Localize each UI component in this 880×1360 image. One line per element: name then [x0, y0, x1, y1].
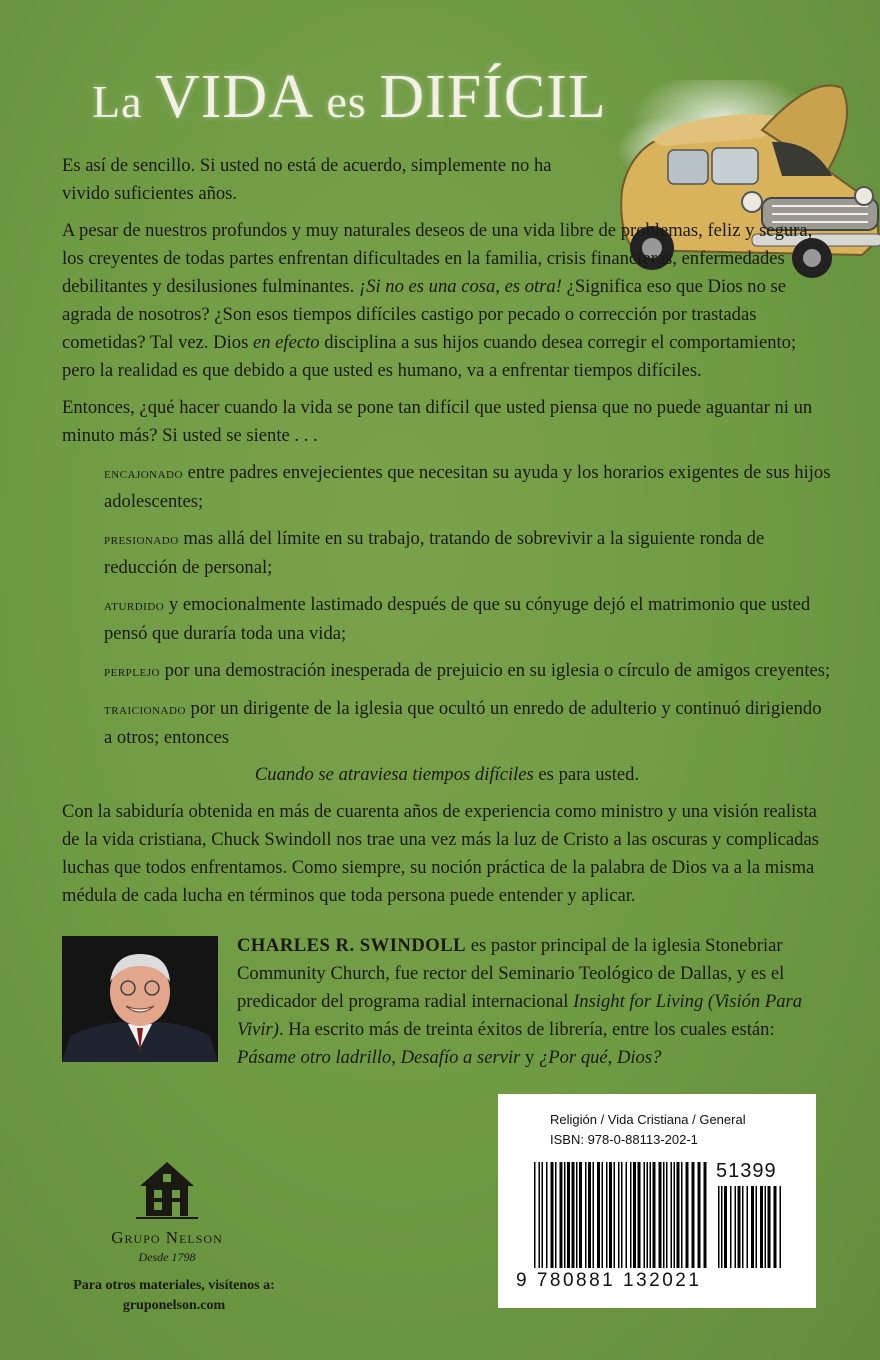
summary-paragraph: Con la sabiduría obtenida en más de cuarenta años de experiencia como ministro y una visión realista de la vida cristiana, Chuck Swindoll nos trae una vez más la luz de Cristo a las oscuras y complicadas luchas que todos enfrentamos. Como siempre, su noción práctica de la palabra de Dios va a la misma médula de cada lucha en términos que toda persona puede entender y aplicar. — [62, 801, 819, 906]
barcode-bar — [630, 1162, 632, 1268]
barcode-bar — [593, 1162, 595, 1268]
barcode-bar — [585, 1162, 587, 1268]
barcode-bar — [698, 1162, 701, 1268]
publisher-since: Desde 1798 — [138, 1250, 196, 1264]
barcode-bar — [633, 1162, 636, 1268]
price-code: 51399 — [716, 1160, 777, 1182]
barcode-bar — [621, 1162, 623, 1268]
barcode-bar — [609, 1162, 612, 1268]
problems-paragraph: A pesar de nuestros profundos y muy naturales deseos de una vida libre de problemas, feliz y segura, los creyentes de todas partes enfrentan dificultades en la familia, crisis financieras, enfermedades debilitantes y desilusiones fulminantes. ¡Si no es una cosa, es otra! ¿Significa eso que Dios no se agrada de nosotros? ¿Son esos tiempos difíciles castigo por pecado o corrección por trastadas cometidas? Tal vez. Dios en efecto disciplina a sus hijos cuando desea corregir el comportamiento; pero la realidad es que debido a que usted es humano, va a enfrentar tiempos difíciles. — [62, 220, 813, 381]
barcode-bar — [576, 1162, 578, 1268]
barcode-addon-bar — [742, 1186, 744, 1268]
barcode-bar — [663, 1162, 665, 1268]
barcode-bar — [671, 1162, 673, 1268]
barcode-addon-bar — [738, 1186, 741, 1268]
barcode-addon-bar — [718, 1186, 720, 1268]
barcode-bar — [606, 1162, 608, 1268]
barcode-bar — [560, 1162, 563, 1268]
barcode-bar — [653, 1162, 656, 1268]
closing-line: Cuando se atraviesa tiempos difíciles es para usted. — [254, 764, 640, 785]
barcode-addon-bar — [765, 1186, 767, 1268]
barcode-bar — [572, 1162, 575, 1268]
barcode-bar — [579, 1162, 582, 1268]
barcode-bar — [638, 1162, 641, 1268]
isbn-label: ISBN: 978-0-88113-202-1 — [550, 1132, 698, 1147]
barcode-bar — [539, 1162, 541, 1268]
barcode-bar — [546, 1162, 548, 1268]
back-cover-description — [62, 152, 832, 919]
barcode-bar — [567, 1162, 570, 1268]
barcode-bar — [555, 1162, 557, 1268]
barcode-addon-bar — [756, 1186, 758, 1268]
barcode-bar — [686, 1162, 689, 1268]
barcode-bar — [588, 1162, 591, 1268]
barcode-bar — [666, 1162, 668, 1268]
barcode-bar — [534, 1162, 536, 1268]
publisher-name: Grupo Nelson — [111, 1228, 223, 1247]
list-item: presionado mas allá del límite en su trabajo, tratando de sobrevivir a la siguiente ronda de reducción de personal; — [104, 528, 765, 578]
author-bio: CHARLES R. SWINDOLL es pastor principal de la iglesia Stonebriar Community Church, fue rector del Seminario Teológico de Dallas, y es el predicador del programa radial internacional Insight for Living (Visión Para Vivir). Ha escrito más de treinta éxitos de librería, entre los cuales están: Pásame otro ladrillo, Desafío a servir y ¿Por qué, Dios? — [237, 935, 803, 1068]
barcode-addon-bar — [724, 1186, 727, 1268]
barcode-addon-bar — [751, 1186, 754, 1268]
house-icon — [132, 1158, 202, 1220]
barcode-addon-bar — [735, 1186, 737, 1268]
publisher-promo: Para otros materiales, visítenos a: gruponelson.com — [73, 1278, 275, 1313]
barcode-addon-bar — [721, 1186, 723, 1268]
intro-paragraph: Es así de sencillo. Si usted no está de acuerdo, simplemente no ha vivido suficientes años. — [62, 155, 552, 204]
barcode-bar — [626, 1162, 628, 1268]
list-item: encajonado entre padres envejecientes que necesitan su ayuda y los horarios exigentes de sus hijos adolescentes; — [104, 462, 831, 512]
barcode-bar — [650, 1162, 652, 1268]
barcode-addon-bar — [780, 1186, 782, 1268]
barcode-box — [498, 1094, 816, 1308]
barcode-bar — [644, 1162, 646, 1268]
book-title: La VIDA es DIFÍCIL — [92, 63, 607, 131]
book-category: Religión / Vida Cristiana / General — [550, 1112, 746, 1127]
barcode-bar — [692, 1162, 695, 1268]
publisher-logo — [72, 1158, 262, 1265]
barcode-addon-bar — [768, 1186, 771, 1268]
barcode-bar — [674, 1162, 676, 1268]
list-item: perplejo por una demostración inesperada de prejuicio en su iglesia o círculo de amigos creyentes; — [104, 660, 831, 681]
barcode-bar — [542, 1162, 544, 1268]
barcode-bar — [677, 1162, 680, 1268]
barcode — [534, 1162, 784, 1268]
list-item: aturdido y emocionalmente lastimado después de que su cónyuge dejó el matrimonio que usted pensó que duraría toda una vida; — [104, 594, 811, 644]
barcode-bar — [681, 1162, 683, 1268]
barcode-bar — [647, 1162, 649, 1268]
barcode-bar — [597, 1162, 600, 1268]
barcode-bar — [659, 1162, 662, 1268]
barcode-addon-bar — [760, 1186, 763, 1268]
barcode-addon-bar — [730, 1186, 732, 1268]
barcode-bar — [564, 1162, 566, 1268]
barcode-digits: 9 780881 132021 — [516, 1270, 702, 1291]
list-item: traicionado por un dirigente de la iglesia que ocultó un enredo de adulterio y continuó dirigiendo a otros; entonces — [104, 698, 822, 748]
barcode-bar — [602, 1162, 604, 1268]
barcode-bar — [704, 1162, 707, 1268]
barcode-bar — [614, 1162, 616, 1268]
question-paragraph: Entonces, ¿qué hacer cuando la vida se pone tan difícil que usted piensa que no puede aguantar ni un minuto más? Si usted se siente . . . — [62, 397, 813, 446]
barcode-bar — [618, 1162, 620, 1268]
barcode-addon-bar — [747, 1186, 749, 1268]
barcode-addon-bar — [774, 1186, 777, 1268]
barcode-bar — [551, 1162, 554, 1268]
author-photo — [62, 936, 218, 1062]
